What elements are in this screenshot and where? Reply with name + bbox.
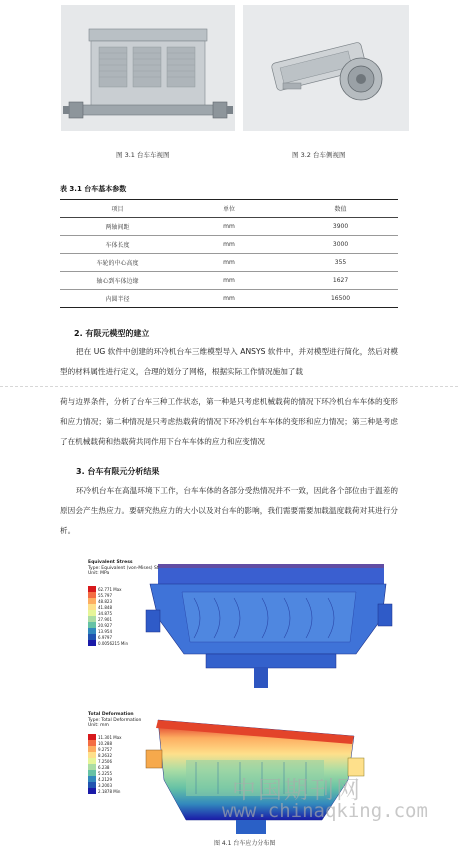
legend-entry	[88, 788, 122, 794]
figure-3-1-caption: 图 3.1 台车车视图	[116, 151, 170, 159]
legend-label: 3.2003	[98, 782, 112, 788]
legend-label: 27.901	[98, 616, 112, 622]
figure-4-caption: 图 4.1 台车应力分布图	[214, 840, 276, 847]
table-cell: 轴心到车体边缘	[60, 272, 175, 290]
legend-label: 13.954	[98, 628, 112, 634]
legend-swatch	[88, 640, 96, 645]
legend-swatch	[88, 740, 96, 745]
table-cell: 355	[283, 254, 398, 272]
table-title: 表 3.1 台车基本参数	[60, 185, 127, 193]
table-cell: mm	[175, 236, 283, 254]
trolley-side-view-drawing	[243, 5, 409, 131]
table-header-unit: 单位	[175, 200, 283, 218]
deformation-plot-unit: Unit: mm	[88, 723, 109, 728]
stress-contour-drawing	[86, 558, 396, 696]
legend-label: 41.848	[98, 604, 112, 610]
table-cell: 内圆半径	[60, 290, 175, 308]
legend-swatch	[88, 770, 96, 775]
table-cell: 两轴间距	[60, 218, 175, 236]
figure-3-2-caption: 图 3.2 台车侧视图	[292, 151, 346, 159]
legend-label: 55.797	[98, 592, 112, 598]
section-2-heading: 2. 有限元模型的建立	[74, 329, 150, 338]
legend-swatch	[88, 788, 96, 793]
table-row	[60, 236, 398, 254]
stress-plot-type: Type: Equivalent (von-Mises) St	[88, 565, 159, 571]
legend-swatch	[88, 592, 96, 597]
table-cell: 3000	[283, 236, 398, 254]
legend-entry	[88, 640, 128, 646]
legend-swatch	[88, 746, 96, 751]
legend-label: 9.2757	[98, 746, 112, 752]
trolley-front-view-drawing	[61, 5, 235, 131]
stress-plot	[86, 558, 396, 696]
legend-swatch	[88, 752, 96, 757]
legend-swatch	[88, 776, 96, 781]
table-header-item: 项目	[60, 200, 175, 218]
legend-label: 5.2255	[98, 770, 112, 776]
figure-3-2-image	[243, 5, 409, 131]
legend-swatch	[88, 622, 96, 627]
legend-swatch	[88, 610, 96, 615]
legend-swatch	[88, 734, 96, 739]
legend-swatch	[88, 598, 96, 603]
watermark-url: www.chinaqking.com	[222, 800, 428, 822]
table-cell: 3900	[283, 218, 398, 236]
legend-swatch	[88, 616, 96, 621]
legend-label: 0.0056215 Min	[98, 640, 128, 646]
deformation-legend	[88, 734, 122, 794]
legend-label: 8.2632	[98, 752, 112, 758]
table-header-row	[60, 200, 398, 218]
table-cell: 车轮的中心高度	[60, 254, 175, 272]
section-3-heading: 3. 台车有限元分析结果	[76, 467, 160, 476]
table-cell: 车体长度	[60, 236, 175, 254]
stress-legend	[88, 586, 128, 646]
legend-entry	[88, 734, 122, 740]
legend-label: 10.288	[98, 740, 112, 746]
table-row	[60, 218, 398, 236]
table-cell: mm	[175, 254, 283, 272]
legend-swatch	[88, 782, 96, 787]
table-cell: 1627	[283, 272, 398, 290]
legend-swatch	[88, 604, 96, 609]
legend-label: 62.771 Max	[98, 586, 122, 592]
figure-3-1-image	[61, 5, 235, 131]
legend-label: 6.9797	[98, 634, 112, 640]
legend-swatch	[88, 758, 96, 763]
legend-label: 20.927	[98, 622, 112, 628]
table-header-value: 数值	[283, 200, 398, 218]
deformation-plot-type: Type: Total Deformation	[88, 717, 142, 723]
legend-label: 2.1878 Min	[98, 788, 121, 794]
stress-plot-title: Equivalent Stress	[88, 560, 133, 565]
page-break-line	[0, 386, 458, 387]
legend-label: 48.823	[98, 598, 112, 604]
watermark-chinese: 中国期刊网	[232, 776, 362, 804]
legend-label: 7.2506	[98, 758, 112, 764]
table-cell: mm	[175, 218, 283, 236]
legend-swatch	[88, 634, 96, 639]
section-2-paragraph-part1: 把在 UG 软件中创建的环冷机台车三维模型导入 ANSYS 软件中，并对模型进行简化，然后对模型的材料属性进行定义，合理的划分了网格，根据实际工作情况施加了载	[60, 347, 398, 376]
legend-label: 4.2129	[98, 776, 112, 782]
table-row	[60, 272, 398, 290]
table-row	[60, 290, 398, 308]
legend-swatch	[88, 764, 96, 769]
legend-swatch	[88, 628, 96, 633]
legend-label: 34.875	[98, 610, 112, 616]
legend-label: 6.238	[98, 764, 110, 770]
section-2-paragraph-part2: 荷与边界条件，分析了台车三种工作状态，第一种是只考虑机械载荷的情况下环冷机台车车体的变形和应力情况；第二种情况是只考虑热载荷的情况下环冷机台车车体的变形和应力情况；第三种是考虑了在机械载荷和热载荷共同作用下台车车体的应力和应变情况	[60, 397, 398, 446]
parameters-table	[60, 199, 398, 308]
legend-swatch	[88, 586, 96, 591]
table-cell: mm	[175, 290, 283, 308]
stress-plot-unit: Unit: MPa	[88, 571, 110, 576]
section-3-paragraph: 环冷机台车在高温环境下工作，台车车体的各部分受热情况并不一致，因此各个部位由于温差的原因会产生热应力。要研究热应力的大小以及对台车的影响，我们需要需要加载温度载荷对其进行分析。	[60, 486, 398, 535]
table-cell: mm	[175, 272, 283, 290]
table-cell: 16500	[283, 290, 398, 308]
table-row	[60, 254, 398, 272]
deformation-plot-title: Total Deformation	[88, 712, 134, 717]
legend-label: 11.301 Max	[98, 734, 122, 740]
